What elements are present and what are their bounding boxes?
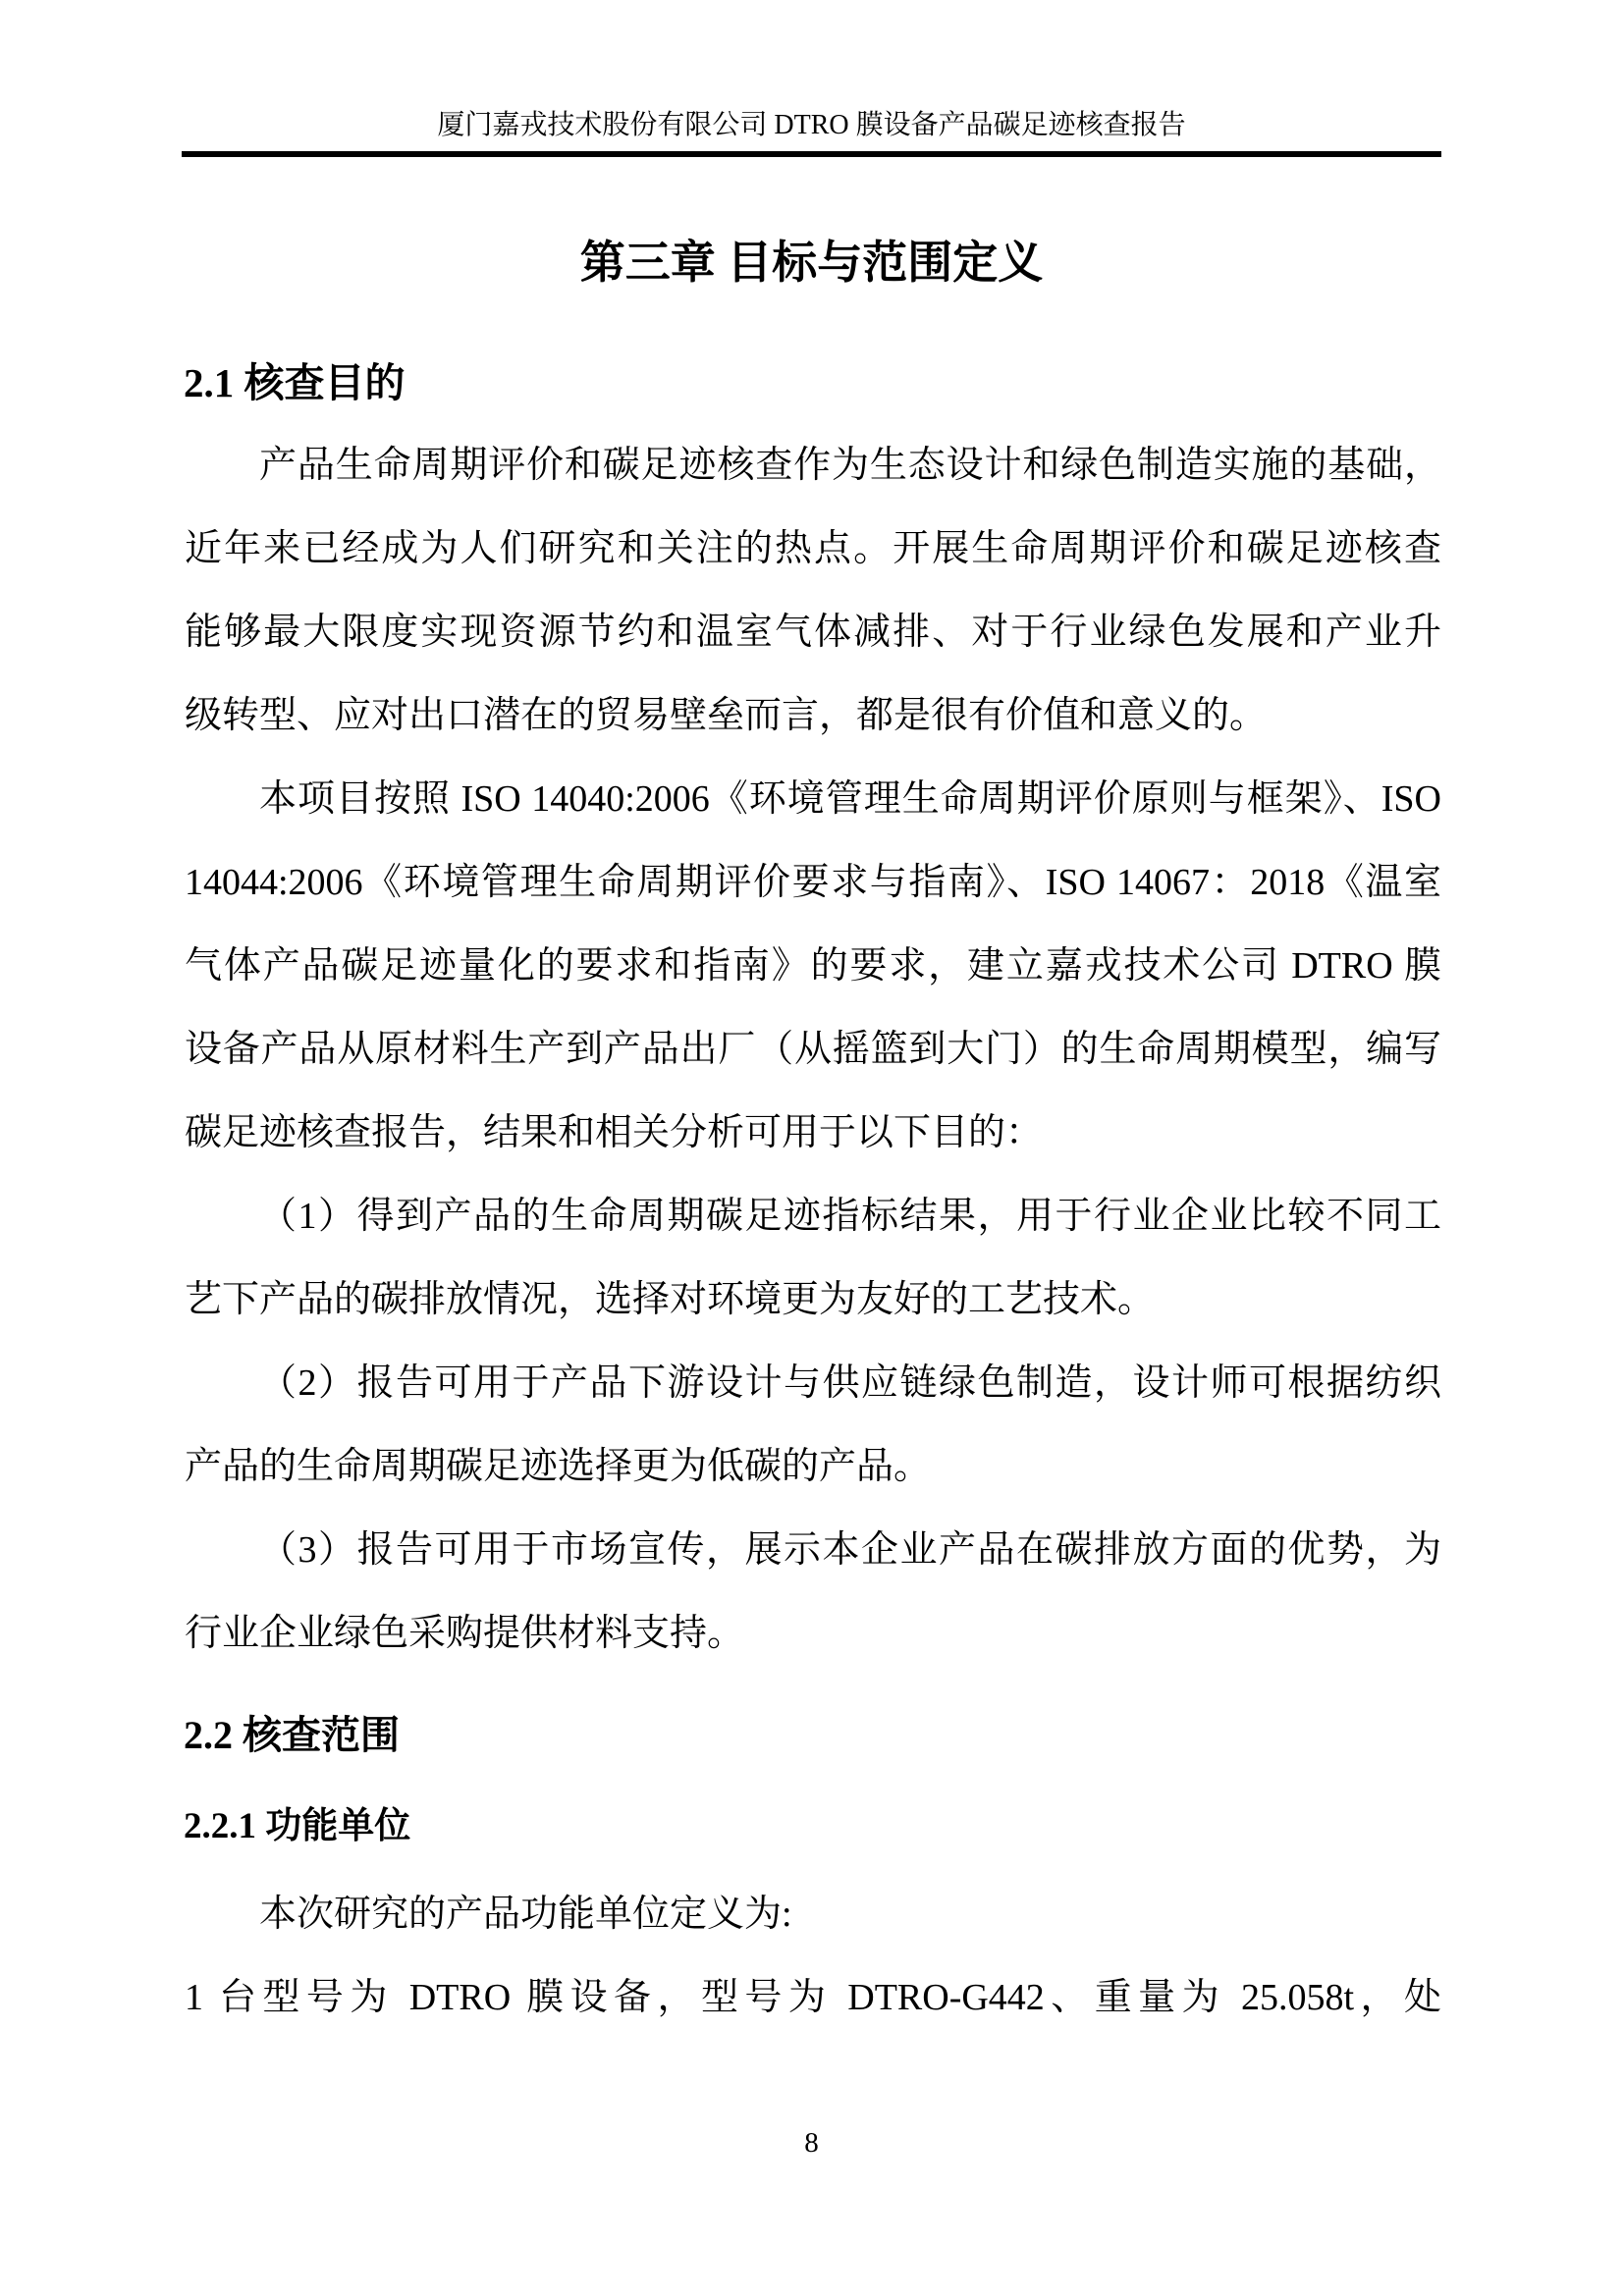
section-2-1-heading: 2.1 核查目的 [184,360,406,405]
text-line: 14044:2006《环境管理生命周期评价要求与指南》、ISO 14067：2018《温室 [185,862,1441,903]
text-line: （2）报告可用于产品下游设计与供应链绿色制造，设计师可根据纺织 [259,1362,1441,1404]
text-line: （3）报告可用于市场宣传，展示本企业产品在碳排放方面的优势，为 [259,1529,1441,1571]
text-line: 行业企业绿色采购提供材料支持。 [185,1613,745,1654]
text-line: 艺下产品的碳排放情况，选择对环境更为友好的工艺技术。 [185,1279,1156,1320]
text-line: （1）得到产品的生命周期碳足迹指标结果，用于行业企业比较不同工 [259,1196,1441,1237]
chapter-title: 第三章 目标与范围定义 [579,238,1044,288]
text-line: 本次研究的产品功能单位定义为: [259,1894,792,1935]
text-line: 设备产品从原材料生产到产品出厂（从摇篮到大门）的生命周期模型，编写 [185,1029,1441,1070]
text-line: 本项目按照 ISO 14040:2006《环境管理生命周期评价原则与框架》、ISO [259,778,1441,820]
text-line: 产品生命周期评价和碳足迹核查作为生态设计和绿色制造实施的基础， [259,445,1441,486]
body-text-continued [185,1873,1441,2040]
text-line: 级转型、应对出口潜在的贸易壁垒而言，都是很有价值和意义的。 [185,695,1268,736]
page-header [182,108,1441,157]
section-2-2-heading: 2.2 核查范围 [184,1713,400,1757]
text-line: 能够最大限度实现资源节约和温室气体减排、对于行业绿色发展和产业升 [185,612,1441,653]
header-title: 厦门嘉戎技术股份有限公司 DTRO 膜设备产品碳足迹核查报告 [437,110,1186,140]
text-line: 近年来已经成为人们研究和关注的热点。开展生命周期评价和碳足迹核查 [185,528,1441,569]
text-line: 1 台型号为 DTRO 膜设备，型号为 DTRO-G442、重量为 25.058t，处 [185,1977,1441,2018]
page-number: 8 [804,2127,819,2159]
text-line: 产品的生命周期碳足迹选择更为低碳的产品。 [185,1446,932,1487]
text-line: 气体产品碳足迹量化的要求和指南》的要求，建立嘉戎技术公司 DTRO 膜 [185,945,1441,987]
body-text [185,424,1441,1676]
text-line: 碳足迹核查报告，结果和相关分析可用于以下目的： [185,1112,1044,1153]
section-2-2-1-heading: 2.2.1 功能单位 [184,1806,411,1846]
